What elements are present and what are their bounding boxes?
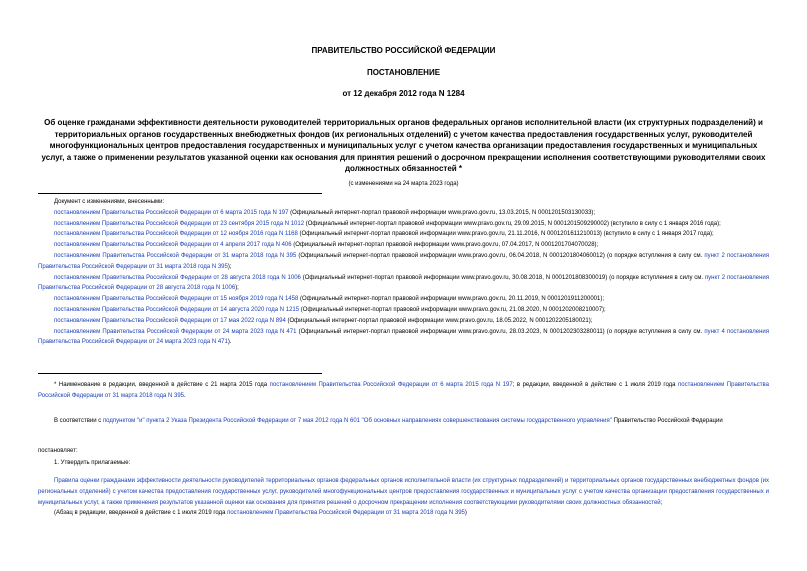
decree-link[interactable]: подпунктом "и" пункта 2 Указа Президента Российской Федерации от 7 мая 2012 года N 601 "Об основных направлениях совершенствования системы государственного управления": [102, 418, 612, 424]
divider-footnote: [38, 373, 322, 374]
edition-note: (Абзац в редакции, введенной в действие с 1 июля 2019 года постановлением Правительства Российской Федерации от 31 марта 2018 года N 395): [54, 510, 467, 517]
document-type-heading: ПОСТАНОВЛЕНИЕ: [366, 68, 441, 77]
amendment-item: постановлением Правительства Российской Федерации от 24 марта 2023 года N 471 (Официальный интернет-портал правовой информации www.pravo.gov.ru, 28.03.2023, N 0001202303280011) (о порядке вступления в силу см. пункт 4 постановления Правительства Российской Федерации от 24 марта 2023 года N 471).: [38, 328, 770, 346]
footnote-link[interactable]: постановлением Правительства Российской Федерации от 6 марта 2015 года N 197: [269, 382, 513, 388]
rules-paragraph: Правила оценки гражданами эффективности деятельности руководителей территориальных органов федеральных органов исполнительной власти (их структурных подразделений) и территориальных органов государственных внебюджетных фондов (их региональных отделений) с учетом качества предоставления государственных услуг, руководителей многофункциональных центров предоставления государственных и муниципальных услуг с учетом качества организации предоставления государственных и муниципальных услуг, а также применения результатов указанной оценки как основания для принятия решений о досрочном прекращении исполнения соответствующими руководителями своих должностных обязанностей; (Абзац в редакции, введенной в действие с 1 июля 2019 года постановлением Правительства Российской Федерации от 31 марта 2018 года N 395): [38, 476, 769, 519]
amendment-item: постановлением Правительства Российской Федерации от 15 ноября 2019 года N 1458 (Официальный интернет-портал правовой информации www.pravo.gov.ru, 20.11.2019, N 0001201911200001);: [54, 296, 605, 303]
amendment-link[interactable]: постановлением Правительства Российской Федерации от 24 марта 2023 года N 471: [54, 328, 297, 335]
preamble: В соответствии с подпунктом "и" пункта 2 Указа Президента Российской Федерации от 7 мая 2012 года N 601 "Об основных направлениях совершенствования системы государственного управления" Правительство Российской Федерации: [54, 418, 723, 424]
amendment-item: постановлением Правительства Российской Федерации от 31 марта 2018 года N 395 (Официальный интернет-портал правовой информации www.pravo.gov.ru, 06.04.2018, N 0001201804060012) (о порядке вступления в силу см. пункт 2 постановления Правительства Российской Федерации от 31 марта 2018 года N 395);: [38, 252, 770, 270]
amendments-list: [38, 197, 769, 348]
amendment-link[interactable]: постановлением Правительства Российской Федерации от 4 апреля 2017 года N 406: [54, 242, 292, 249]
rules-link[interactable]: Правила оценки гражданами эффективности деятельности руководителей территориальных органов федеральных органов исполнительной власти (их структурных подразделений) и территориальных органов государственных внебюджетных фондов (их региональных отделений) с учетом качества предоставления государственных услуг, руководителей многофункциональных центров предоставления государственных и муниципальных услуг с учетом качества организации предоставления государственных и муниципальных услуг, а также применения результатов указанной оценки как основания для принятия решений о досрочном прекращении исполнения соответствующими руководителями своих должностных обязанностей: [38, 478, 769, 506]
amendment-item: постановлением Правительства Российской Федерации от 6 марта 2015 года N 197 (Официальный интернет-портал правовой информации www.pravo.gov.ru, 13.03.2015, N 0001201503130033);: [54, 209, 596, 216]
divider-top: [38, 193, 322, 194]
amendment-link[interactable]: постановлением Правительства Российской Федерации от 23 сентября 2015 года N 1012: [54, 220, 305, 227]
amendment-link-secondary[interactable]: пункт 4 постановления Правительства Российской Федерации от 24 марта 2023 года N 471: [38, 328, 770, 346]
government-heading: ПРАВИТЕЛЬСТВО РОССИЙСКОЙ ФЕДЕРАЦИИ: [311, 46, 496, 55]
document-date: от 12 декабря 2012 года N 1284: [342, 89, 465, 98]
amendment-link[interactable]: постановлением Правительства Российской Федерации от 28 августа 2018 года N 1006: [54, 274, 301, 281]
amendment-link-secondary[interactable]: пункт 2 постановления Правительства Российской Федерации от 28 августа 2018 года N 1006: [38, 274, 770, 292]
edition-note-link[interactable]: постановлением Правительства Российской Федерации от 31 марта 2018 года N 395: [227, 510, 465, 517]
amendment-link[interactable]: постановлением Правительства Российской Федерации от 6 марта 2015 года N 197: [54, 209, 289, 216]
amendment-link[interactable]: постановлением Правительства Российской Федерации от 15 ноября 2019 года N 1458: [54, 296, 299, 303]
amendment-item: постановлением Правительства Российской Федерации от 17 мая 2022 года N 894 (Официальный интернет-портал правовой информации www.pravo.gov.ru, 18.05.2022, N 0001202205180021);: [54, 317, 593, 324]
document-title: Об оценке гражданами эффективности деятельности руководителей территориальных органов федеральных органов исполнительной власти (их структурных подразделений) и территориальных органов государственных внебюджетных фондов (их региональных отделений) с учетом качества предоставления государственных услуг, руководителей многофункциональных центров предоставления государственных и муниципальных услуг с учетом качества организации предоставления государственных и муниципальных услуг, а также о применении результатов указанной оценки как основания для принятия решений о досрочном прекращении исполнения соответствующими руководителями своих должностных обязанностей *: [41, 118, 766, 174]
amendment-item: постановлением Правительства Российской Федерации от 4 апреля 2017 года N 406 (Официальный интернет-портал правовой информации www.pravo.gov.ru, 07.04.2017, N 0001201704070028);: [54, 242, 599, 249]
amendment-link[interactable]: постановлением Правительства Российской Федерации от 17 мая 2022 года N 894: [54, 317, 286, 324]
resolves-label: постановляет:: [38, 448, 78, 454]
amendment-link[interactable]: постановлением Правительства Российской Федерации от 12 ноября 2016 года N 1168: [54, 231, 298, 238]
changes-note: (с изменениями на 24 марта 2023 года): [348, 181, 459, 187]
amendments-intro: Документ с изменениями, внесенными:: [54, 199, 165, 205]
amendment-link[interactable]: постановлением Правительства Российской Федерации от 14 августа 2020 года N 1215: [54, 306, 300, 313]
footnote: * Наименование в редакции, введенной в действие с 21 марта 2015 года постановлением Правительства Российской Федерации от 6 марта 2015 года N 197; в редакции, введенной в действие с 1 июля 2019 года постановлением Правительства Российской Федерации от 31 марта 2018 года N 395.: [38, 382, 769, 399]
amendment-item: постановлением Правительства Российской Федерации от 14 августа 2020 года N 1215 (Официальный интернет-портал правовой информации www.pravo.gov.ru, 21.08.2020, N 0001202008210007);: [54, 306, 606, 313]
amendment-item: постановлением Правительства Российской Федерации от 12 ноября 2016 года N 1168 (Официальный интернет-портал правовой информации www.pravo.gov.ru, 21.11.2016, N 0001201611210013) (вступило в силу с 1 января 2017 года);: [54, 231, 714, 238]
footnote-link[interactable]: постановлением Правительства Российской Федерации от 31 марта 2018 года N 395: [38, 382, 769, 399]
amendment-item: постановлением Правительства Российской Федерации от 28 августа 2018 года N 1006 (Официальный интернет-портал правовой информации www.pravo.gov.ru, 30.08.2018, N 0001201808300019) (о порядке вступления в силу см. пункт 2 постановления Правительства Российской Федерации от 28 августа 2018 года N 1006);: [38, 274, 770, 292]
amendment-link-secondary[interactable]: пункт 2 постановления Правительства Российской Федерации от 31 марта 2018 года N 395: [38, 252, 770, 270]
amendment-item: постановлением Правительства Российской Федерации от 23 сентября 2015 года N 1012 (Официальный интернет-портал правовой информации www.pravo.gov.ru, 29.09.2015, N 0001201509290002) (вступило в силу с 1 января 2016 года);: [54, 220, 721, 227]
item-1: 1. Утвердить прилагаемые:: [54, 460, 131, 466]
amendment-link[interactable]: постановлением Правительства Российской Федерации от 31 марта 2018 года N 395: [54, 252, 297, 259]
